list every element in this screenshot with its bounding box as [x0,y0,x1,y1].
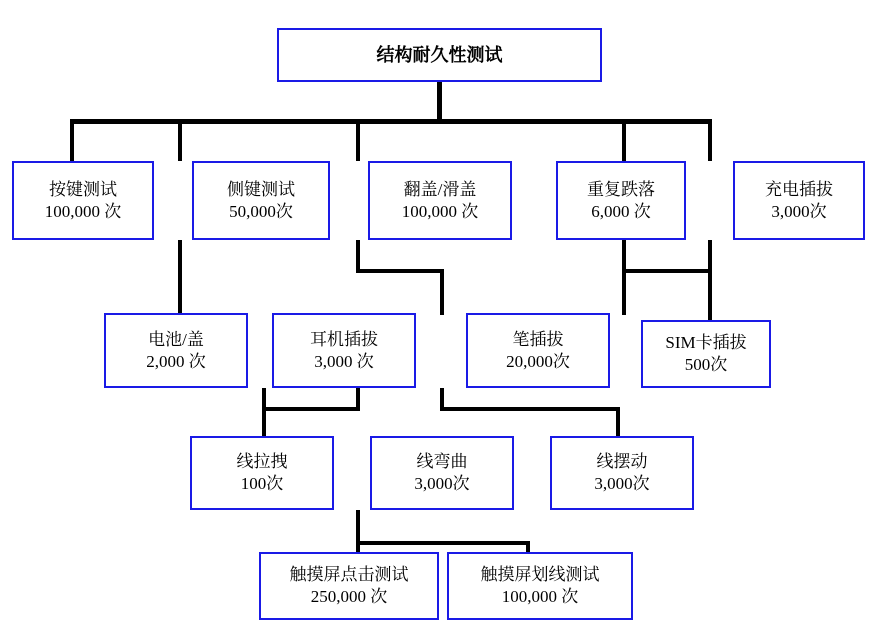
connector-cable-bus-right [440,407,620,411]
node-root-label: 结构耐久性测试 [376,45,503,65]
node-side-key-test[interactable] [192,161,330,240]
connector-touch-bus [356,541,530,545]
connector-to-touch-tests [356,510,360,545]
connector-flip-to-earphone-h [356,269,444,273]
node-flip-slide-test-value: 100,000 次 [401,201,479,221]
connector-battery-to-cable-pull [262,388,266,436]
connector-to-key-test [70,119,74,161]
connector-to-flip-slide-test [356,119,360,161]
node-side-key-test-value: 50,000次 [229,201,293,221]
node-touch-click-test-value: 250,000 次 [310,587,388,606]
node-flip-slide-test[interactable] [368,161,512,240]
connector-to-charging-plug-test [708,119,712,161]
connector-to-side-key-test [178,119,182,161]
node-cable-bend-test-value: 3,000次 [414,474,470,493]
node-cable-swing-test-label: 线摆动 [596,452,648,471]
node-sim-card-plug-test-value: 500次 [684,355,728,374]
node-pen-plug-test[interactable] [466,313,610,388]
connector-earphone-drop [440,269,444,315]
node-earphone-plug-test[interactable] [272,313,416,388]
node-touch-swipe-test[interactable] [447,552,633,620]
node-cable-swing-test[interactable] [550,436,694,510]
connector-drop-to-pen-h [622,269,708,273]
node-battery-cover-test-value: 2,000 次 [146,351,206,371]
node-pen-plug-test-value: 20,000次 [506,351,570,371]
connector-level1-bus [70,119,712,124]
connector-to-cable-swing [616,407,620,436]
connector-root-stem [437,82,442,122]
node-flip-slide-test-label: 翻盖/滑盖 [403,179,477,199]
node-repeat-drop-test[interactable] [556,161,686,240]
node-repeat-drop-test-value: 6,000 次 [591,201,651,221]
node-battery-cover-test-label: 电池/盖 [148,329,204,349]
node-cable-bend-test-label: 线弯曲 [416,452,468,471]
connector-battery-drop [178,269,182,315]
node-root[interactable] [277,28,602,82]
connector-charging-drop [708,240,712,320]
node-cable-bend-test[interactable] [370,436,514,510]
node-side-key-test-label: 侧键测试 [227,179,295,199]
connector-to-repeat-drop-test [622,119,626,161]
node-repeat-drop-test-label: 重复跌落 [587,179,655,199]
node-earphone-plug-test-value: 3,000 次 [314,351,374,371]
connector-side-key-to-battery [178,240,182,272]
node-key-test-label: 按键测试 [49,179,117,199]
connector-cable-bus-left [262,407,360,411]
node-cable-pull-test-value: 100次 [240,474,284,493]
node-touch-swipe-test-label: 触摸屏划线测试 [480,565,600,584]
node-key-test[interactable] [12,161,154,240]
connector-flip-drop [356,240,360,273]
node-touch-click-test[interactable] [259,552,439,620]
connector-pen-drop [622,269,626,315]
node-charging-plug-test-label: 充电插拔 [765,179,833,199]
node-cable-pull-test-label: 线拉拽 [236,452,288,471]
node-charging-plug-test[interactable] [733,161,865,240]
node-battery-cover-test[interactable] [104,313,248,388]
node-sim-card-plug-test-label: SIM卡插拔 [665,333,747,352]
node-sim-card-plug-test[interactable] [641,320,771,388]
node-touch-swipe-test-value: 100,000 次 [501,587,579,606]
node-key-test-value: 100,000 次 [44,201,122,221]
node-touch-click-test-label: 触摸屏点击测试 [289,565,409,584]
node-charging-plug-test-value: 3,000次 [771,201,827,221]
node-cable-swing-test-value: 3,000次 [594,474,650,493]
node-cable-pull-test[interactable] [190,436,334,510]
node-earphone-plug-test-label: 耳机插拔 [310,329,378,349]
node-pen-plug-test-label: 笔插拔 [512,329,564,349]
